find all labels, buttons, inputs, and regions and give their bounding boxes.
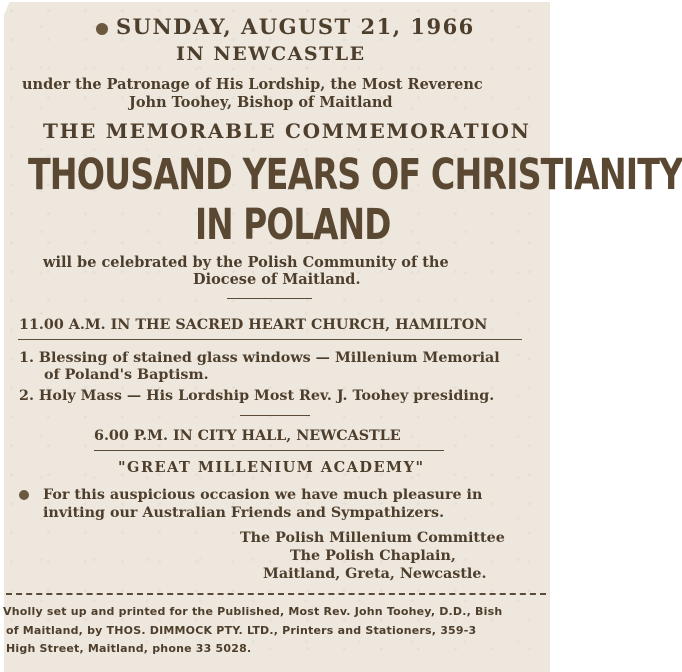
list-item-1 <box>19 350 500 366</box>
patronage-line-2: John Toohey, Bishop of Maitland <box>129 94 393 111</box>
bullet-icon <box>96 23 108 35</box>
list-item-number: 1. <box>19 350 34 366</box>
signature-line-3: Maitland, Greta, Newcastle. <box>263 566 487 582</box>
signature-line-2: The Polish Chaplain, <box>290 548 456 564</box>
list-item-text: Holy Mass — His Lordship Most Rev. J. Toohey presiding. <box>38 388 495 404</box>
divider-short-2 <box>240 415 310 416</box>
divider-dashed <box>6 593 546 595</box>
invitation-line-2: inviting our Australian Friends and Sympathizers. <box>43 505 445 521</box>
evening-heading: 6.00 P.M. IN CITY HALL, NEWCASTLE <box>94 428 401 444</box>
headline-title-line-1: THOUSAND YEARS OF CHRISTIANITY <box>28 150 682 200</box>
headline-title-line-2: IN POLAND <box>195 200 391 250</box>
celebration-line-1: will be celebrated by the Polish Community of the <box>43 254 449 271</box>
date-text: SUNDAY, AUGUST 21, 1966 <box>116 14 475 39</box>
list-item-text: Blessing of stained glass windows — Millenium Memorial <box>38 350 500 366</box>
patronage-line-1: under the Patronage of His Lordship, the Most Reverenc <box>22 76 483 93</box>
kicker: THE MEMORABLE COMMEMORATION <box>43 119 531 143</box>
morning-heading: 11.00 A.M. IN THE SACRED HEART CHURCH, HAMILTON <box>19 317 488 333</box>
divider-morning <box>18 339 522 340</box>
date-line <box>96 14 475 39</box>
place-line: IN NEWCASTLE <box>176 43 366 65</box>
divider-short <box>227 298 312 299</box>
divider-evening <box>94 450 444 451</box>
list-item-1-cont: of Poland's Baptism. <box>44 367 209 383</box>
imprint-line-1: Vholly set up and printed for the Published, Most Rev. John Toohey, D.D., Bish <box>3 605 503 618</box>
list-item-2 <box>19 388 494 404</box>
event-title: "GREAT MILLENIUM ACADEMY" <box>118 459 425 476</box>
imprint-line-3: High Street, Maitland, phone 33 5028. <box>6 642 252 655</box>
imprint-line-2: of Maitland, by THOS. DIMMOCK PTY. LTD., Printers and Stationers, 359-3 <box>6 624 477 637</box>
signature-line-1: The Polish Millenium Committee <box>240 530 505 546</box>
list-item-number: 2. <box>19 388 34 404</box>
invitation-line-1 <box>19 487 482 503</box>
invitation-text: For this auspicious occasion we have much pleasure in <box>43 487 483 503</box>
bullet-icon <box>19 490 29 500</box>
celebration-line-2: Diocese of Maitland. <box>193 271 361 288</box>
